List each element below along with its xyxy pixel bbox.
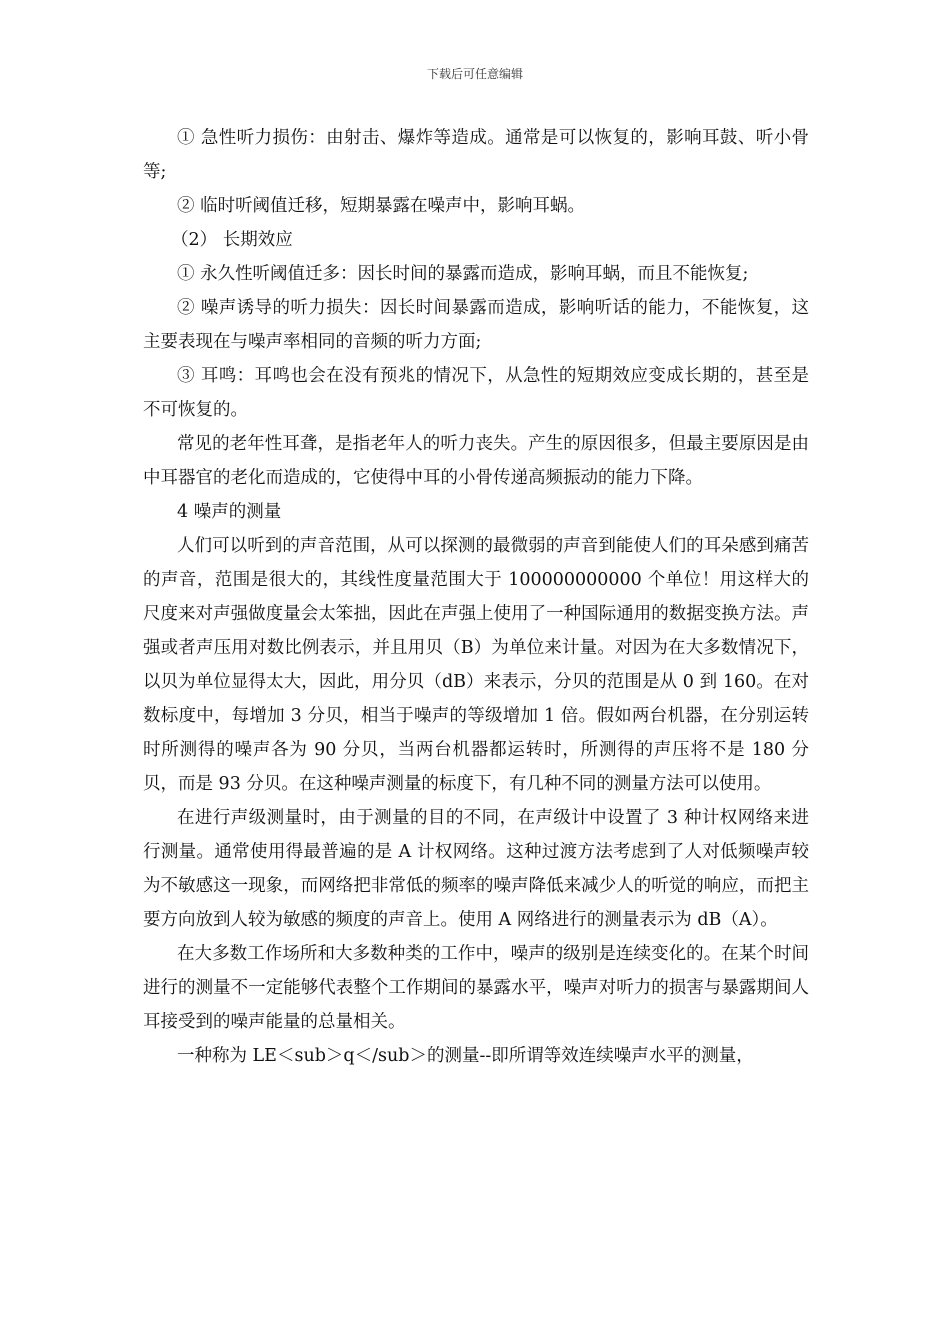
paragraph-temporary-threshold-shift: ② 临时听阈值迁移，短期暴露在噪声中，影响耳蜗。 (177, 196, 586, 216)
subheading-long-term-effects: （2） 长期效应 (171, 230, 293, 250)
paragraph-a-weighting: 在进行声级测量时，由于测量的目的不同，在声级计中设置了 3 种计权网络来进行测量。通常使用得最普遍的是 A 计权网络。这种过渡方法考虑到了人对低频噪声较为不敏感这一现象，而网络把非常低的频率的噪声降低来减少人的听觉的响应，而把主要方向放到人较为敏感的频度的声音上。使用 A 网络进行的测量表示为 dB（A）。 (143, 808, 809, 930)
page-header: 下载后可任意编辑 (426, 67, 523, 81)
paragraph-noise-induced-hearing-loss: ② 噪声诱导的听力损失：因长时间暴露而造成，影响听话的能力，不能恢复，这主要表现在与噪声率相同的音频的听力方面; (143, 298, 809, 352)
paragraph-continuous-variation: 在大多数工作场所和大多数种类的工作中，噪声的级别是连续变化的。在某个时间进行的测量不一定能够代表整个工作期间的暴露水平，噪声对听力的损害与暴露期间人耳接受到的噪声能量的总量相关。 (143, 944, 809, 1032)
paragraph-tinnitus: ③ 耳鸣：耳鸣也会在没有预兆的情况下，从急性的短期效应变成长期的，甚至是不可恢复的。 (143, 366, 809, 420)
paragraph-leq-measurement: 一种称为 LE＜sub＞q＜/sub＞的测量--即所谓等效连续噪声水平的测量， (177, 1046, 754, 1066)
paragraph-presbycusis: 常见的老年性耳聋，是指老年人的听力丧失。产生的原因很多，但最主要原因是由中耳器官的老化而造成的，它使得中耳的小骨传递高频振动的能力下降。 (143, 434, 809, 488)
section-heading-noise-measurement: 4 噪声的测量 (177, 502, 282, 522)
paragraph-decibel-scale: 人们可以听到的声音范围，从可以探测的最微弱的声音到能使人们的耳朵感到痛苦的声音，范围是很大的，其线性度量范围大于 100000000000 个单位！用这样大的尺度来对声强做度量会太笨拙，因此在声强上使用了一种国际通用的数据变换方法。声强或者声压用对数比例表示，并且用贝（B）为单位来计量。对因为在大多数情况下，以贝为单位显得太大，因此，用分贝（dB）来表示，分贝的范围是从 0 到 160。在对数标度中，每增加 3 分贝，相当于噪声的等级增加 1 倍。假如两台机器，在分别运转时所测得的噪声各为 90 分贝，当两台机器都运转时，所测得的声压将不是 180 分贝，而是 93 分贝。在这种噪声测量的标度下，有几种不同的测量方法可以使用。 (143, 536, 809, 794)
paragraph-acute-hearing-damage: ① 急性听力损伤：由射击、爆炸等造成。通常是可以恢复的，影响耳鼓、听小骨等; (143, 128, 809, 182)
paragraph-permanent-threshold-shift: ① 永久性听阈值迁多：因长时间的暴露而造成，影响耳蜗，而且不能恢复; (177, 264, 749, 284)
document-body (143, 121, 809, 1073)
